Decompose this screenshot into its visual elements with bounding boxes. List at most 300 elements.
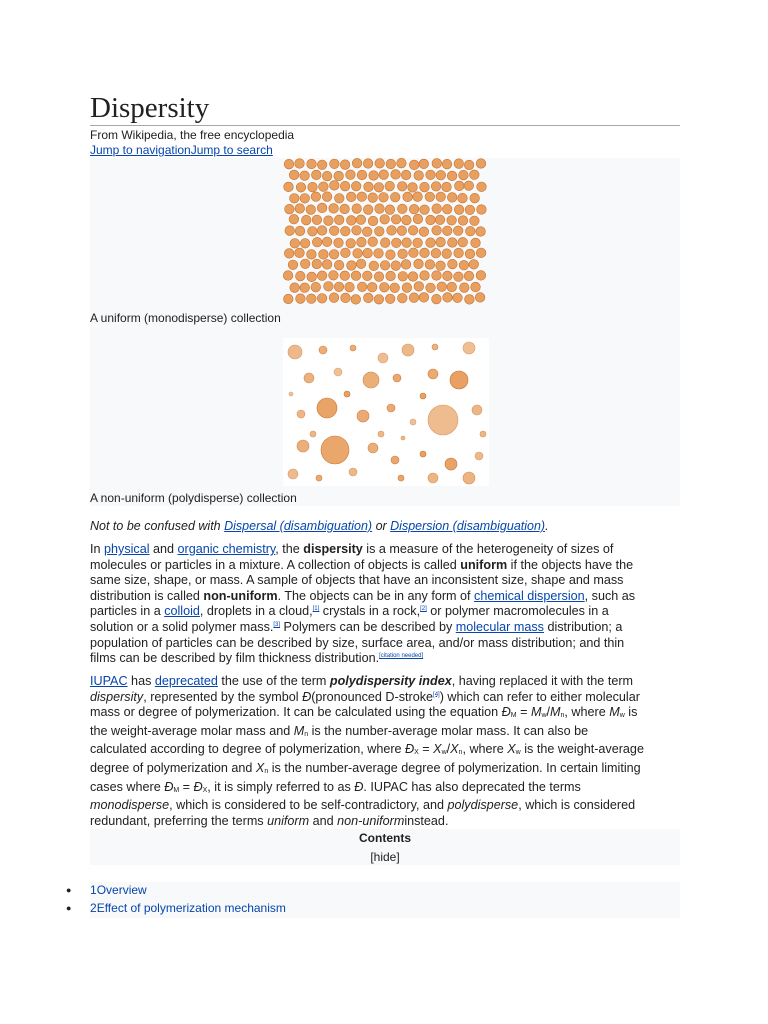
figure-caption: A non-uniform (polydisperse) collection <box>90 491 297 505</box>
particle-icon <box>426 170 436 180</box>
particle-icon <box>414 171 424 181</box>
particle-icon <box>409 293 419 303</box>
symbol: X <box>433 742 442 757</box>
bold-term: uniform <box>460 557 508 572</box>
symbol: Đ <box>164 779 174 794</box>
particle-icon <box>402 238 412 248</box>
particle-icon <box>463 342 475 354</box>
particle-icon <box>329 293 339 303</box>
particle-icon <box>351 271 361 281</box>
particle-icon <box>345 282 355 292</box>
particle-icon <box>437 282 447 292</box>
symbol: X <box>255 760 265 775</box>
particle-icon <box>436 192 446 202</box>
particle-icon <box>386 271 396 281</box>
text: the use of the term <box>217 674 330 688</box>
particle-icon <box>317 226 327 236</box>
citation-needed-link[interactable]: [citation needed] <box>379 652 424 659</box>
particle-icon <box>466 226 476 236</box>
particle-icon <box>391 261 401 271</box>
subscript: n <box>560 712 565 720</box>
particle-icon <box>432 294 442 304</box>
particle-icon <box>453 293 463 303</box>
particle-icon <box>340 160 350 170</box>
symbol: Đ <box>193 779 203 794</box>
particle-icon <box>454 248 464 258</box>
particle-icon <box>425 260 435 270</box>
particle-icon <box>477 182 487 192</box>
particle-icon <box>301 215 311 225</box>
particle-icon <box>419 293 429 303</box>
particle-icon <box>351 295 361 305</box>
page-title: Dispersity <box>90 91 680 126</box>
particle-icon <box>308 182 318 192</box>
text: = <box>516 705 531 720</box>
particle-icon <box>352 158 362 168</box>
particle-icon <box>476 248 486 258</box>
bullet-icon: ● <box>66 885 72 895</box>
particle-icon <box>363 159 373 169</box>
particle-icon <box>469 260 479 270</box>
particle-icon <box>475 452 483 460</box>
particle-icon <box>402 283 412 293</box>
particle-icon <box>321 436 349 464</box>
particle-icon <box>390 192 400 202</box>
particle-icon <box>464 160 474 170</box>
particle-icon <box>420 393 426 399</box>
text: is a measure of the heterogeneity of sizes of molecules or particles in a mixture. A collection of objects is called <box>90 542 614 572</box>
particle-icon <box>387 226 397 236</box>
particle-icon <box>413 214 423 224</box>
text: , where <box>462 742 508 757</box>
particle-icon <box>317 294 327 304</box>
text: / <box>546 705 551 720</box>
particle-icon <box>364 293 374 303</box>
particle-icon <box>442 249 452 259</box>
particle-icon <box>312 170 322 180</box>
subscript: M <box>173 786 180 794</box>
text: , it is simply referred to as <box>207 779 355 794</box>
symbol: Đ <box>405 742 415 757</box>
particle-icon <box>357 410 369 422</box>
symbol: Đ <box>302 689 312 704</box>
particle-icon <box>448 259 458 269</box>
particle-icon <box>362 227 372 237</box>
dispersion-disambiguation-link[interactable]: Dispersion (disambiguation) <box>390 519 546 533</box>
particle-icon <box>402 344 414 356</box>
jump-to-search-link[interactable]: Jump to search <box>190 143 273 157</box>
text: if the objects have the same size, shape, or mass. A sample of objects that have an inconsistent size, shape and mass distribution is called <box>90 557 634 603</box>
particle-icon <box>322 171 332 181</box>
particle-icon <box>436 261 446 271</box>
particle-icon <box>458 216 468 226</box>
colloid-link[interactable]: colloid <box>164 604 200 619</box>
particle-icon <box>319 346 327 354</box>
particle-icon <box>471 238 481 248</box>
particle-icon <box>324 282 334 292</box>
particle-icon <box>340 271 350 281</box>
particle-icon <box>363 372 379 388</box>
subscript: n <box>304 730 309 738</box>
particle-icon <box>391 170 401 180</box>
particle-icon <box>480 431 486 437</box>
jump-links <box>90 143 273 157</box>
italic-term: uniform <box>267 813 310 828</box>
particle-icon <box>329 204 339 214</box>
table-of-contents <box>90 829 680 865</box>
text: is the weight-average molar mass and <box>90 705 638 738</box>
particle-icon <box>290 194 300 204</box>
particle-icon <box>289 214 299 224</box>
toc-list <box>66 882 680 918</box>
text: , where <box>564 705 610 720</box>
particle-icon <box>413 238 423 248</box>
particle-icon <box>408 272 418 282</box>
particle-icon <box>347 261 357 271</box>
particle-icon <box>300 283 310 293</box>
particle-icon <box>471 282 481 292</box>
subscript: w <box>541 712 547 720</box>
particle-icon <box>297 440 309 452</box>
particle-icon <box>453 226 463 236</box>
text: In <box>90 542 105 556</box>
particle-icon <box>476 227 486 237</box>
physical-link[interactable]: physical <box>104 542 150 556</box>
text: / <box>446 742 451 757</box>
particle-icon <box>409 204 419 214</box>
particle-icon <box>403 192 413 202</box>
particle-icon <box>357 237 367 247</box>
particle-icon <box>448 238 458 248</box>
particle-icon <box>428 369 438 379</box>
particle-icon <box>375 159 385 169</box>
italic-term: monodisperse <box>90 798 170 813</box>
particle-icon <box>349 468 357 476</box>
particle-icon <box>350 345 356 351</box>
particle-icon <box>368 216 378 226</box>
particle-icon <box>386 250 396 260</box>
particle-icon <box>401 436 405 440</box>
reference-1-link[interactable]: [1] <box>312 606 320 613</box>
intro-paragraph <box>90 542 648 667</box>
chemical-dispersion-link[interactable]: chemical dispersion <box>474 588 585 603</box>
subscript: X <box>414 749 419 757</box>
toc-entry[interactable] <box>90 882 680 900</box>
particle-icon <box>285 226 295 236</box>
particle-icon <box>317 160 327 170</box>
particle-icon <box>300 171 310 181</box>
particle-icon <box>470 216 480 226</box>
particle-icon <box>464 181 474 191</box>
text: crystals in a rock, <box>319 604 421 619</box>
text: or polymer macromolecules in a solution or a solid polymer mass. <box>90 604 609 634</box>
particle-icon <box>374 249 384 259</box>
dispersal-disambiguation-link[interactable]: Dispersal (disambiguation) <box>224 519 373 533</box>
particle-icon <box>398 272 408 282</box>
particle-icon <box>392 238 402 248</box>
particle-icon <box>401 170 411 180</box>
particle-icon <box>308 227 318 237</box>
bold-term: dispersity <box>303 542 363 556</box>
symbol: Đ <box>354 779 364 794</box>
particle-icon <box>306 205 316 215</box>
particle-icon <box>391 456 399 464</box>
particle-icon <box>475 293 485 303</box>
particle-icon <box>341 293 351 303</box>
particle-icon <box>357 192 367 202</box>
particle-icon <box>353 249 363 259</box>
particle-icon <box>288 469 298 479</box>
text: distribution; a population of particles can be described by size, surface area, and/or mass distribution; and thin films can be described by film thickness distribution. <box>90 619 625 666</box>
toc-number: 1 <box>90 883 97 897</box>
particle-icon <box>442 159 452 169</box>
particle-icon <box>477 205 487 215</box>
particle-icon <box>442 182 452 192</box>
particle-icon <box>310 431 316 437</box>
bold-term: polydispersity index <box>329 674 452 688</box>
particle-icon <box>393 374 401 382</box>
particle-icon <box>290 239 300 249</box>
particle-icon <box>357 282 367 292</box>
particle-icon <box>380 238 390 248</box>
particle-icon <box>340 181 350 191</box>
particle-icon <box>295 248 305 258</box>
particle-icon <box>464 271 474 281</box>
particle-icon <box>311 192 321 202</box>
particle-icon <box>346 170 356 180</box>
particle-icon <box>378 353 388 363</box>
particle-icon <box>380 215 390 225</box>
particle-icon <box>397 158 407 168</box>
particle-icon <box>296 294 306 304</box>
particle-icon <box>398 204 408 214</box>
particle-icon <box>334 238 344 248</box>
text: = <box>179 779 194 794</box>
particle-icon <box>445 458 457 470</box>
toc-item-overview[interactable] <box>66 882 680 900</box>
particle-icon <box>390 283 400 293</box>
particle-icon <box>363 248 373 258</box>
particle-icon <box>459 170 469 180</box>
particle-icon <box>431 182 441 192</box>
nonuniform-particles-illustration <box>283 338 489 486</box>
organic-chemistry-link[interactable]: organic chemistry <box>177 542 276 556</box>
particle-icon <box>296 271 306 281</box>
particle-icon <box>324 216 334 226</box>
particle-icon <box>367 282 377 292</box>
particle-icon <box>463 472 475 484</box>
uniform-particles-illustration <box>283 158 489 306</box>
particle-icon <box>290 283 300 293</box>
particle-icon <box>454 272 464 282</box>
symbol: X <box>507 742 516 757</box>
particle-icon <box>284 159 294 169</box>
particle-icon <box>458 193 468 203</box>
particle-icon <box>420 248 430 258</box>
particle-icon <box>442 204 452 214</box>
particle-icon <box>428 405 458 435</box>
text: , having replaced it with the term <box>451 674 634 688</box>
particle-icon <box>426 238 436 248</box>
particle-icon <box>329 226 339 236</box>
tagline: From Wikipedia, the free encyclopedia <box>90 128 295 142</box>
particle-icon <box>398 249 408 259</box>
text: has <box>127 674 155 688</box>
nonuniform-particles-image[interactable] <box>283 338 489 486</box>
particle-icon <box>410 419 416 425</box>
hatnote-text: or <box>372 519 391 533</box>
particle-icon <box>397 182 407 192</box>
particle-icon <box>300 194 310 204</box>
particle-icon <box>312 237 322 247</box>
reference-2-link[interactable]: [2] <box>420 606 427 613</box>
particle-icon <box>414 259 424 269</box>
particle-icon <box>322 192 332 202</box>
particle-icon <box>346 239 356 249</box>
text: is the number-average degree of polymerization. In certain limiting cases where <box>90 760 641 794</box>
jump-to-navigation-link[interactable]: Jump to navigation <box>90 143 191 157</box>
symbol: M <box>609 705 620 720</box>
particle-icon <box>443 293 453 303</box>
particle-icon <box>312 259 322 269</box>
particle-icon <box>472 405 482 415</box>
text: and <box>309 813 338 828</box>
particle-icon <box>334 171 344 181</box>
particle-icon <box>351 181 361 191</box>
particle-icon <box>379 170 389 180</box>
particle-icon <box>476 159 486 169</box>
subscript: w <box>441 749 447 757</box>
particle-icon <box>368 237 378 247</box>
particle-icon <box>450 371 468 389</box>
subscript: M <box>510 712 517 720</box>
symbol: X <box>450 742 459 757</box>
particle-icon <box>285 204 295 214</box>
reference-4-link[interactable]: [4] <box>433 691 440 698</box>
particle-icon <box>447 216 457 226</box>
text: , such as particles in a <box>90 588 636 619</box>
particle-icon <box>295 204 305 214</box>
particle-icon <box>330 159 340 169</box>
particle-icon <box>363 271 373 281</box>
particle-icon <box>408 226 418 236</box>
particle-icon <box>341 248 351 258</box>
particle-icon <box>374 183 384 193</box>
reference-3-link[interactable]: [3] <box>273 621 281 628</box>
particle-icon <box>432 344 438 350</box>
particle-icon <box>470 170 480 180</box>
text: and <box>149 542 178 556</box>
particle-icon <box>374 295 384 305</box>
particle-icon <box>459 260 469 270</box>
toc-item-effect-of-polymerization-mechanism[interactable] <box>66 900 680 918</box>
particle-icon <box>322 260 332 270</box>
particle-icon <box>368 193 378 203</box>
particle-icon <box>334 260 344 270</box>
particle-icon <box>447 282 457 292</box>
particle-icon <box>368 443 378 453</box>
particle-icon <box>319 182 329 192</box>
particle-icon <box>465 249 475 259</box>
particle-icon <box>414 282 424 292</box>
particle-icon <box>465 295 475 305</box>
particle-icon <box>284 182 294 192</box>
subscript: w <box>515 749 521 757</box>
particle-icon <box>470 193 480 203</box>
particle-icon <box>307 159 317 169</box>
particle-icon <box>378 431 384 437</box>
particle-icon <box>385 205 395 215</box>
particle-icon <box>419 159 429 169</box>
particle-icon <box>317 203 327 213</box>
figure-uniform <box>90 158 680 334</box>
deprecated-link[interactable]: deprecated <box>154 674 218 688</box>
uniform-particles-image[interactable] <box>283 158 489 306</box>
text: (pronounced D-stroke <box>311 689 434 704</box>
particle-icon <box>426 215 436 225</box>
particle-icon <box>420 205 430 215</box>
particle-icon <box>447 193 457 203</box>
text: is the number-average molar mass. It can also be calculated according to degree of polymerization, where <box>90 723 589 757</box>
particle-icon <box>435 215 445 225</box>
particle-icon <box>307 272 317 282</box>
particle-icon <box>369 261 379 271</box>
molecular-mass-link[interactable]: molecular mass <box>455 619 544 634</box>
particle-icon <box>300 259 310 269</box>
particle-icon <box>334 282 344 292</box>
text: , the <box>275 542 304 556</box>
particle-icon <box>347 216 357 226</box>
particle-icon <box>402 215 412 225</box>
particle-icon <box>317 271 327 281</box>
particle-icon <box>335 194 345 204</box>
particle-icon <box>460 283 470 293</box>
particle-icon <box>420 451 426 457</box>
particle-icon <box>330 181 340 191</box>
particle-icon <box>307 250 317 260</box>
particle-icon <box>432 271 442 281</box>
toc-label: Effect of polymerization mechanism <box>96 901 286 915</box>
particle-icon <box>436 170 446 180</box>
toc-hide-toggle[interactable]: [hide] <box>370 850 400 864</box>
particle-icon <box>284 249 294 259</box>
particle-icon <box>447 171 457 181</box>
particle-icon <box>385 294 395 304</box>
figure-caption: A uniform (monodisperse) collection <box>90 311 281 325</box>
particle-icon <box>329 250 339 260</box>
particle-icon <box>432 226 442 236</box>
particle-icon <box>300 239 310 249</box>
particle-icon <box>413 192 423 202</box>
particle-icon <box>289 170 299 180</box>
toc-entry[interactable] <box>90 900 680 918</box>
particle-icon <box>436 237 446 247</box>
particle-icon <box>420 182 430 192</box>
particle-icon <box>374 272 384 282</box>
iupac-paragraph <box>90 674 648 829</box>
text: ) which can refer to either molecular mass or degree of polymerization. It can be calculated using the equation <box>90 689 640 720</box>
particle-icon <box>397 226 407 236</box>
particle-icon <box>458 237 468 247</box>
particle-icon <box>311 282 321 292</box>
particle-icon <box>401 260 411 270</box>
iupac-link[interactable]: IUPAC <box>90 674 128 688</box>
particle-icon <box>386 159 396 169</box>
particle-icon <box>375 227 385 237</box>
particle-icon <box>454 159 464 169</box>
particle-icon <box>387 404 395 412</box>
toc-title: Contents <box>359 831 411 845</box>
